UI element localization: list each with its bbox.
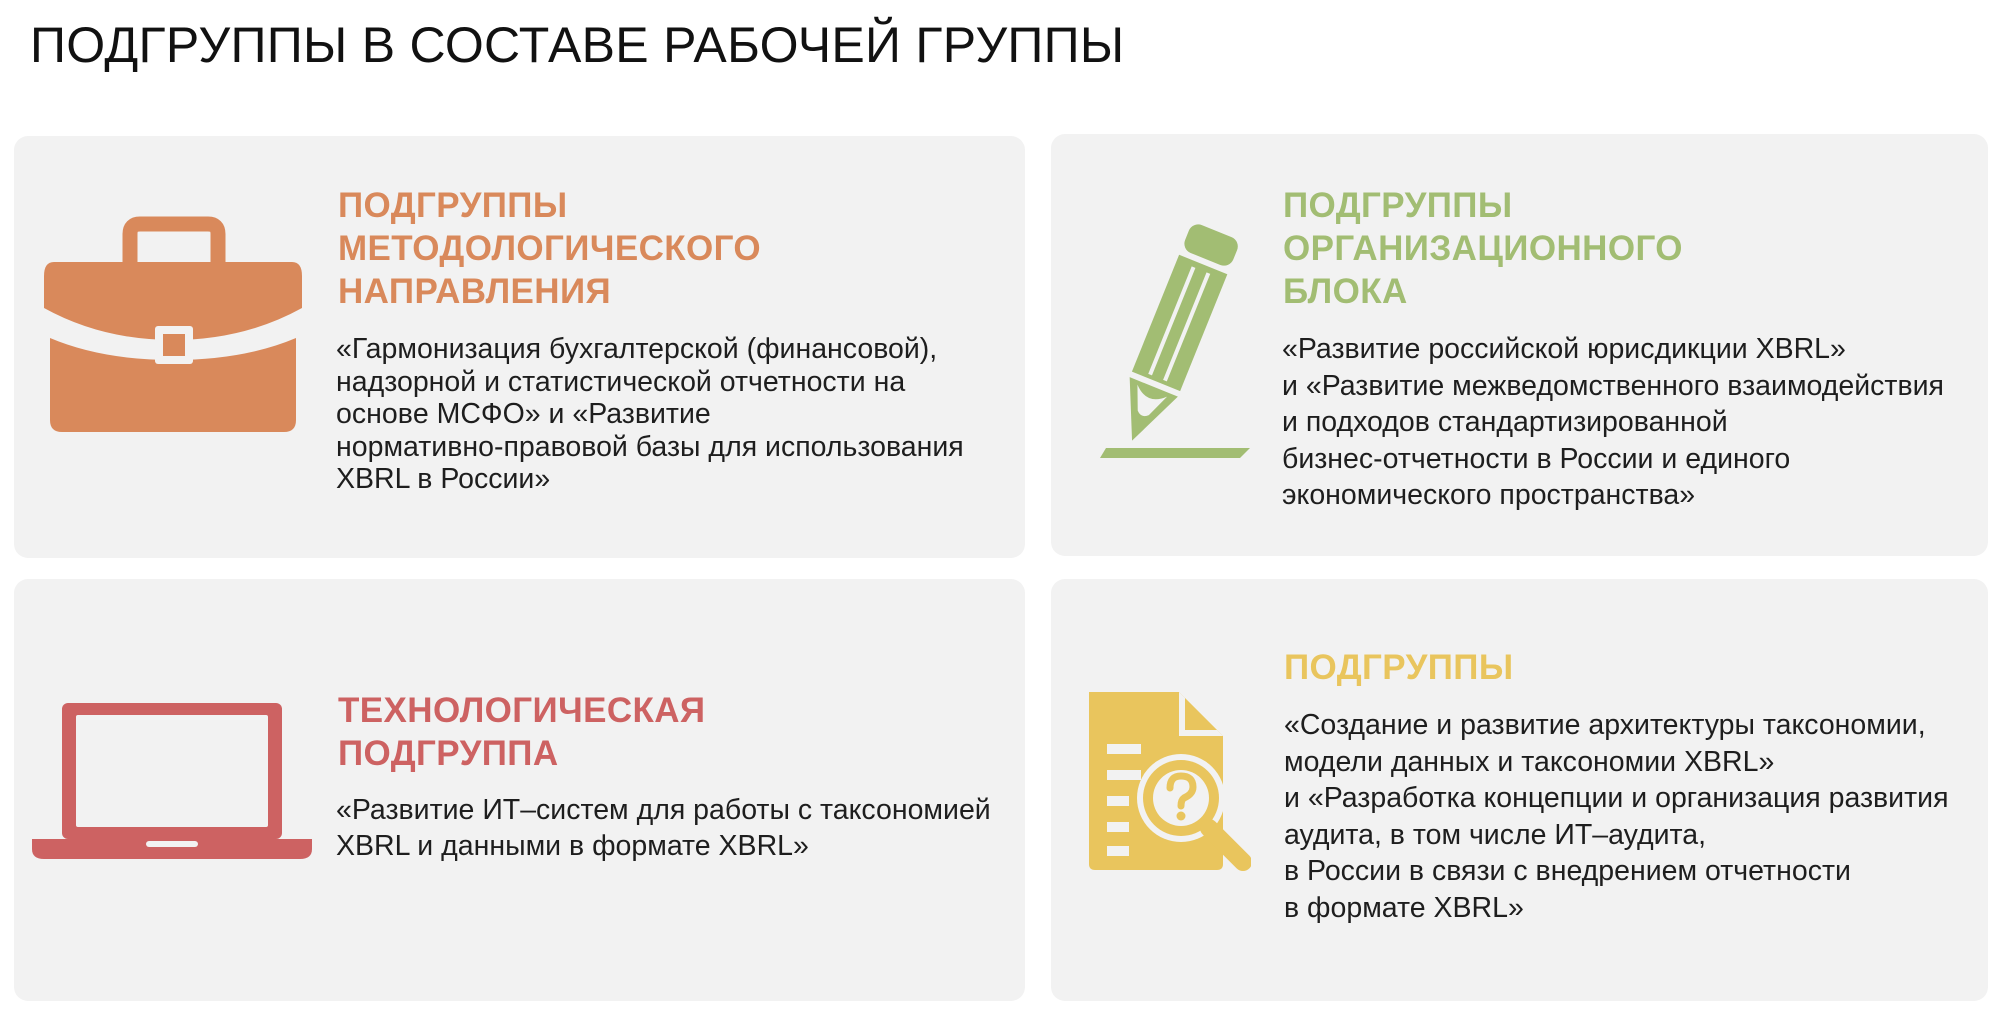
card-heading: ТЕХНОЛОГИЧЕСКАЯ ПОДГРУППА	[338, 691, 706, 773]
page-title: ПОДГРУППЫ В СОСТАВЕ РАБОЧЕЙ ГРУППЫ	[30, 17, 1125, 73]
card-description: «Гармонизация бухгалтерской (финансовой), надзорной и статистической отчетности на основe МСФО» и «Развитие нормативно-правовой базы для использования XBRL в России»	[336, 333, 964, 495]
card-description: «Развитие российской юрисдикции XBRL» и «Развитие межведомственного взаимодействия и подходов стандартизированной бизнес-отчетности в России и единого экономического пространства»	[1282, 333, 1944, 511]
card-heading: ПОДГРУППЫ МЕТОДОЛОГИЧЕСКОГО НАПРАВЛЕНИЯ	[338, 186, 762, 311]
card-organizational	[1051, 134, 1988, 556]
pencil-icon	[1090, 222, 1260, 458]
laptop-icon	[30, 699, 314, 861]
card-heading: ПОДГРУППЫ	[1284, 648, 1514, 687]
card-architecture	[1051, 579, 1988, 1001]
card-description: «Развитие ИТ–систем для работы с таксономией XBRL и данными в формате XBRL»	[336, 794, 991, 862]
card-description: «Создание и развитие архитектуры таксономии, модели данных и таксономии XBRL» и «Разработка концепции и организация развития аудита, в том числе ИТ–аудита, в России в связи с внедрением отчетности в формате XBRL»	[1284, 709, 1949, 924]
card-technological	[14, 579, 1025, 1001]
card-methodology	[14, 136, 1025, 558]
card-heading: ПОДГРУППЫ ОРГАНИЗАЦИОННОГО БЛОКА	[1283, 186, 1683, 311]
document-search-icon	[1085, 688, 1251, 878]
briefcase-icon	[42, 210, 304, 434]
